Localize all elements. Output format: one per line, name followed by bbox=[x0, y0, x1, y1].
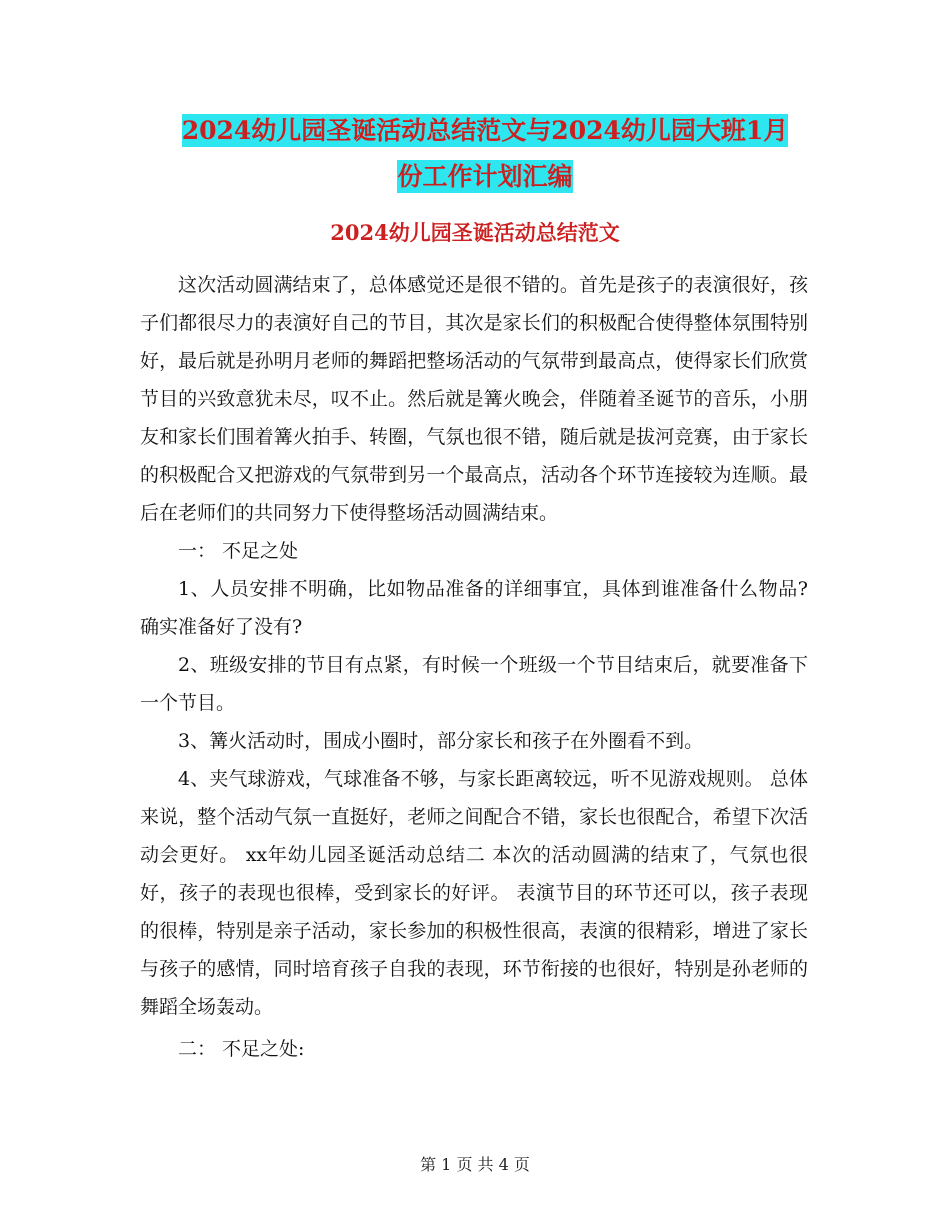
section-title: 2024幼儿园圣诞活动总结范文 bbox=[330, 220, 620, 245]
title-line-1: 2024幼儿园圣诞活动总结范文与2024幼儿园大班1月 bbox=[181, 116, 789, 145]
heading-shortcomings-1: 一： 不足之处 bbox=[178, 540, 299, 562]
paragraph-item-3: 3、篝火活动时，围成小圈时，部分家长和孩子在外圈看不到。 bbox=[178, 730, 704, 752]
paragraph-item-1: 1、人员安排不明确，比如物品准备的详细事宜，具体到谁准备什么物品?确实准备好了没有? bbox=[140, 578, 808, 638]
title-line-2: 份工作计划汇编 bbox=[397, 162, 573, 191]
page-footer: 第 1 页 共 4 页 bbox=[420, 1155, 530, 1174]
heading-shortcomings-2: 二： 不足之处: bbox=[178, 1038, 305, 1060]
paragraph-item-4: 4、夹气球游戏，气球准备不够，与家长距离较远，听不见游戏规则。 总体来说，整个活动气氛一直挺好，老师之间配合不错，家长也很配合，希望下次活动会更好。 xx年幼儿园圣诞活动总结二 本次的活动圆满的结束了，气氛也很好，孩子的表现也很棒，受到家长的好评。 表演节目的环节还可以，孩子表现的很棒，特别是亲子活动，家长参加的积极性很高，表演的很精彩，增进了家长与孩子的感情，同时培育孩子自我的表现，环节衔接的也很好，特别是孙老师的舞蹈全场轰动。 bbox=[140, 768, 808, 1018]
paragraph-intro: 这次活动圆满结束了，总体感觉还是很不错的。首先是孩子的表演很好，孩子们都很尽力的表演好自己的节目，其次是家长们的积极配合使得整体氛围特别好，最后就是孙明月老师的舞蹈把整场活动的气氛带到最高点，使得家长们欣赏节目的兴致意犹未尽，叹不止。然后就是篝火晚会，伴随着圣诞节的音乐，小朋友和家长们围着篝火拍手、转圈，气氛也很不错，随后就是拔河竞赛，由于家长的积极配合又把游戏的气氛带到另一个最高点，活动各个环节连接较为连顺。最后在老师们的共同努力下使得整场活动圆满结束。 bbox=[140, 274, 808, 524]
document-title bbox=[150, 108, 820, 200]
document-body bbox=[140, 266, 808, 1068]
paragraph-item-2: 2、班级安排的节目有点紧，有时候一个班级一个节目结束后，就要准备下一个节目。 bbox=[140, 654, 808, 714]
